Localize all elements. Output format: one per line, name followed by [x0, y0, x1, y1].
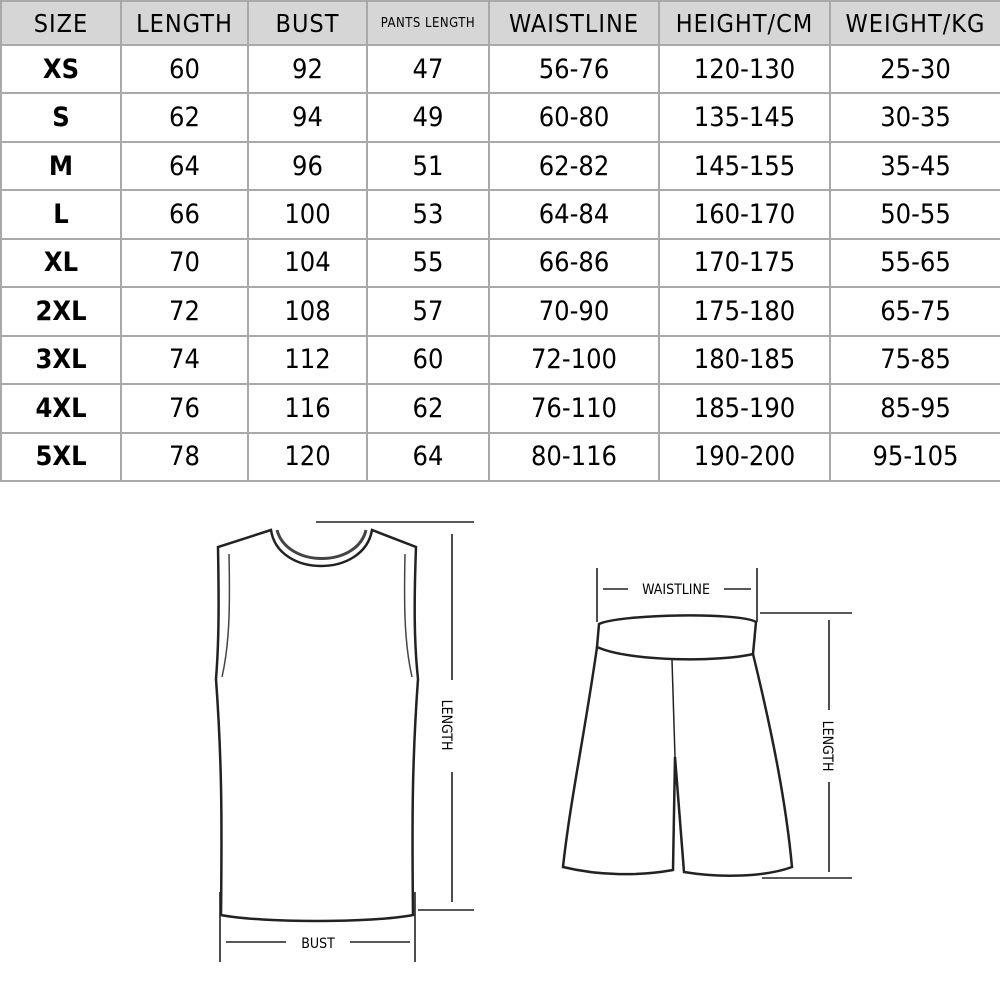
cell-size: 4XL	[1, 384, 121, 432]
cell-weight: 35-45	[830, 142, 1000, 190]
header-waistline: WAISTLINE	[489, 1, 659, 45]
cell-height: 135-145	[659, 93, 830, 141]
shorts-dimension-lines	[597, 568, 852, 878]
cell-length: 78	[121, 433, 248, 482]
cell-height: 175-180	[659, 287, 830, 335]
cell-waistline: 62-82	[489, 142, 659, 190]
shorts-illustration	[563, 615, 792, 875]
cell-bust: 94	[248, 93, 367, 141]
cell-size: 3XL	[1, 336, 121, 384]
cell-pants-length: 57	[367, 287, 489, 335]
cell-weight: 55-65	[830, 239, 1000, 287]
cell-weight: 50-55	[830, 190, 1000, 238]
cell-bust: 120	[248, 433, 367, 482]
cell-bust: 108	[248, 287, 367, 335]
table-row	[1, 336, 1000, 384]
cell-height: 145-155	[659, 142, 830, 190]
header-weight: WEIGHT/KG	[830, 1, 1000, 45]
header-bust: BUST	[248, 1, 367, 45]
cell-waistline: 72-100	[489, 336, 659, 384]
cell-size: S	[1, 93, 121, 141]
table-row	[1, 287, 1000, 335]
cell-size: L	[1, 190, 121, 238]
cell-length: 70	[121, 239, 248, 287]
table-row	[1, 190, 1000, 238]
cell-pants-length: 62	[367, 384, 489, 432]
cell-size: 2XL	[1, 287, 121, 335]
cell-bust: 116	[248, 384, 367, 432]
table-row	[1, 384, 1000, 432]
cell-waistline: 66-86	[489, 239, 659, 287]
cell-pants-length: 51	[367, 142, 489, 190]
cell-length: 64	[121, 142, 248, 190]
table-row	[1, 45, 1000, 93]
cell-pants-length: 53	[367, 190, 489, 238]
cell-weight: 85-95	[830, 384, 1000, 432]
jersey-illustration	[216, 530, 418, 921]
jersey-dimension-lines	[220, 522, 474, 962]
shorts-length-label: LENGTH	[819, 720, 835, 772]
cell-height: 190-200	[659, 433, 830, 482]
cell-height: 120-130	[659, 45, 830, 93]
cell-size: M	[1, 142, 121, 190]
cell-size: 5XL	[1, 433, 121, 482]
cell-bust: 96	[248, 142, 367, 190]
table-row	[1, 433, 1000, 482]
cell-waistline: 76-110	[489, 384, 659, 432]
cell-bust: 92	[248, 45, 367, 93]
header-size: SIZE	[1, 1, 121, 45]
table-header-row	[1, 1, 1000, 45]
cell-height: 180-185	[659, 336, 830, 384]
cell-length: 62	[121, 93, 248, 141]
cell-size: XS	[1, 45, 121, 93]
cell-bust: 112	[248, 336, 367, 384]
cell-waistline: 80-116	[489, 433, 659, 482]
cell-length: 72	[121, 287, 248, 335]
jersey-length-label: LENGTH	[438, 699, 454, 751]
cell-waistline: 64-84	[489, 190, 659, 238]
cell-length: 66	[121, 190, 248, 238]
size-chart-table	[0, 0, 1000, 482]
jersey-bust-label: BUST	[301, 936, 335, 952]
cell-height: 185-190	[659, 384, 830, 432]
cell-length: 74	[121, 336, 248, 384]
cell-weight: 75-85	[830, 336, 1000, 384]
header-pants-length: PANTS LENGTH	[367, 1, 489, 45]
table-row	[1, 239, 1000, 287]
cell-pants-length: 47	[367, 45, 489, 93]
cell-weight: 25-30	[830, 45, 1000, 93]
cell-waistline: 70-90	[489, 287, 659, 335]
garment-measurement-diagram	[0, 482, 1000, 1000]
cell-weight: 95-105	[830, 433, 1000, 482]
table-row	[1, 142, 1000, 190]
cell-pants-length: 64	[367, 433, 489, 482]
cell-weight: 65-75	[830, 287, 1000, 335]
cell-length: 76	[121, 384, 248, 432]
cell-pants-length: 60	[367, 336, 489, 384]
cell-height: 160-170	[659, 190, 830, 238]
table-row	[1, 93, 1000, 141]
header-length: LENGTH	[121, 1, 248, 45]
cell-size: XL	[1, 239, 121, 287]
cell-weight: 30-35	[830, 93, 1000, 141]
cell-waistline: 60-80	[489, 93, 659, 141]
cell-bust: 100	[248, 190, 367, 238]
cell-waistline: 56-76	[489, 45, 659, 93]
header-height: HEIGHT/CM	[659, 1, 830, 45]
cell-bust: 104	[248, 239, 367, 287]
cell-pants-length: 55	[367, 239, 489, 287]
shorts-waistline-label: WAISTLINE	[642, 582, 710, 598]
cell-height: 170-175	[659, 239, 830, 287]
cell-pants-length: 49	[367, 93, 489, 141]
cell-length: 60	[121, 45, 248, 93]
